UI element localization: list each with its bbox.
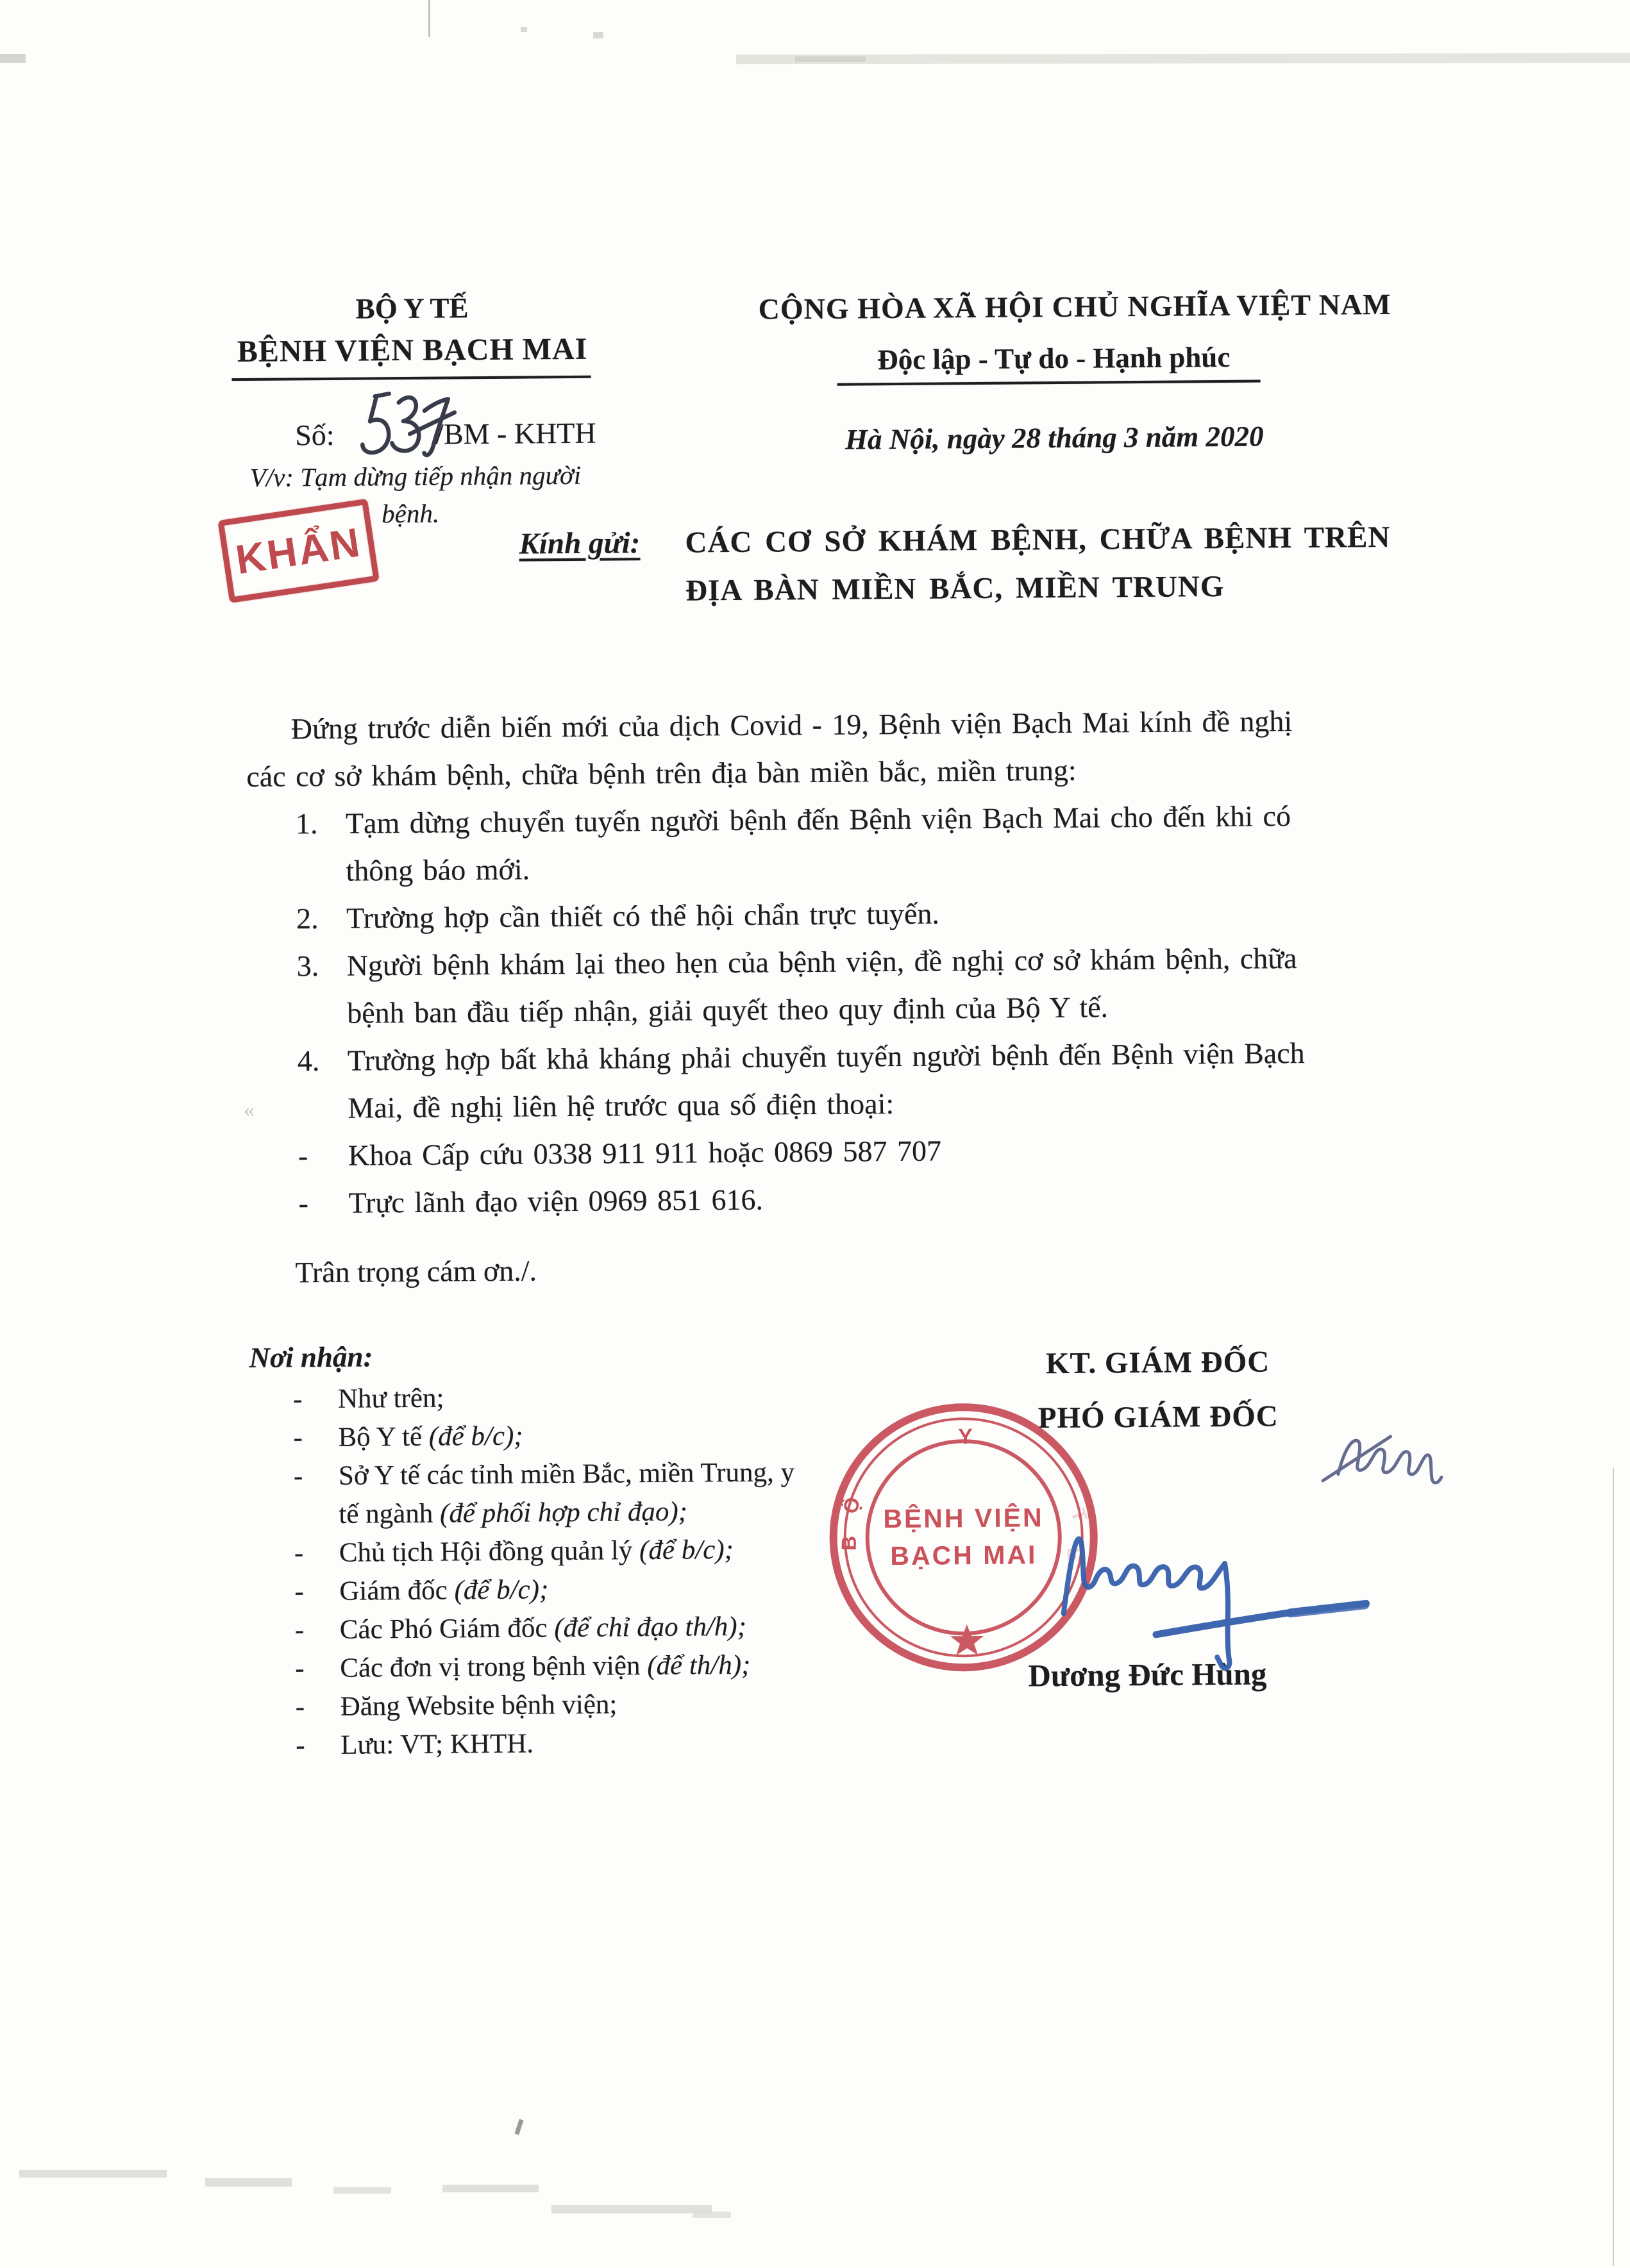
list-item-line: Mai, đề nghị liên hệ trước qua số điện thoại: [348,1087,895,1124]
recipient-note: (để th/h); [647,1649,751,1681]
closing-line: Trân trọng cám ơn./. [295,1254,537,1289]
list-item-line [296,941,1297,983]
seal-ring-letter: B [837,1535,861,1551]
national-title: CỘNG HÒA XÃ HỘI CHỦ NGHĨA VIỆT NAM [758,287,1391,326]
star-icon [950,1624,984,1655]
dateline: Hà Nội, ngày 28 tháng 3 năm 2020 [844,420,1264,456]
scan-artifact [442,2185,539,2192]
handwritten-number [338,379,467,471]
scan-artifact [736,53,1630,64]
list-item-line: bệnh ban đầu tiếp nhận, giải quyết theo quy định của Bộ Y tế. [347,990,1109,1030]
body-paragraph-line: Đứng trước diễn biến mới của dịch Covid - 19, Bệnh viện Bạch Mai kính đề nghị [290,705,1293,746]
seal-ring-letter: Ộ [838,1494,865,1517]
national-motto: Độc lập - Tự do - Hạnh phúc [877,340,1231,376]
doc-number-label: Số: [294,418,335,452]
recipient-item [295,1611,746,1646]
list-text: Trường hợp bất khả kháng phải chuyển tuyến người bệnh đến Bệnh viện Bạch [347,1037,1305,1077]
signer-title: KT. GIÁM ĐỐC [1045,1345,1270,1381]
signer-name: Dương Đức Hùng [1028,1656,1267,1694]
dash: - [293,1461,303,1492]
recipient-text: Như trên; [337,1383,444,1414]
list-item-line [296,896,939,935]
seal-ring-letter: Y [958,1424,973,1449]
list-number: 1. [295,807,318,840]
signature-ink [1031,1521,1430,1691]
scan-artifact [205,2178,292,2187]
recipient-text: Sở Y tế các tỉnh miền Bắc, miền Trung, y [338,1457,795,1491]
recipient-item [294,1456,794,1492]
list-item-line [296,799,1291,840]
recipient-note: (để b/c); [639,1535,734,1566]
scan-artifact [1613,1468,1614,2266]
scan-artifact [693,2212,731,2218]
recipient-text: Chủ tịch Hội đồng quản lý [339,1535,640,1568]
urgent-stamp-label: KHẨN [232,519,365,583]
dash: - [295,1692,305,1722]
phone-text: Khoa Cấp cứu 0338 911 911 hoặc 0869 587 707 [348,1134,942,1172]
recipients-label: Nơi nhận: [249,1340,373,1374]
recipient-text: Các đơn vị trong bệnh viện [340,1651,648,1683]
list-item-line: thông báo mới. [346,853,530,887]
scan-artifact [593,32,603,38]
ministry-name: BỘ Y TẾ [355,292,469,325]
scan-artifact [0,54,26,63]
recipient-item [296,1688,618,1722]
scan-artifact [19,2170,167,2178]
dash: - [294,1615,305,1646]
recipient-text: tế ngành [339,1498,441,1530]
scan-artifact [551,2205,712,2214]
recipient-line: CÁC CƠ SỞ KHÁM BỆNH, CHỮA BỆNH TRÊN [685,520,1391,560]
recipient-item [339,1496,687,1530]
scan-artifact [795,56,866,62]
list-number: 3. [296,949,319,983]
dash: - [294,1576,304,1607]
recipient-note: (để b/c); [428,1421,523,1452]
list-text: Tạm dừng chuyển tuyến người bệnh đến Bệnh viện Bạch Mai cho đến khi có [345,799,1291,840]
dash: - [292,1384,303,1415]
doc-number-suffix: /BM - KHTH [435,416,596,451]
phone-text: Trực lãnh đạo viện 0969 851 616. [348,1183,764,1219]
recipient-item [294,1574,548,1607]
dash: - [298,1139,308,1172]
initials-ink [1312,1417,1454,1495]
salutation-label: Kính gửi: [519,526,641,561]
seal-text: BỆNH VIỆN [883,1503,1044,1534]
motto-underline [837,380,1261,386]
subject-line: bệnh. [381,498,440,529]
dash: - [293,1422,303,1453]
scan-artifact: « [244,1098,255,1122]
list-text: Người bệnh khám lại theo hẹn của bệnh viện, đề nghị cơ sở khám bệnh, chữa [346,942,1297,982]
signer-title: PHÓ GIÁM ĐỐC [1038,1399,1279,1435]
phone-line [298,1183,763,1221]
recipient-line: ĐỊA BÀN MIỀN BẮC, MIỀN TRUNG [685,569,1225,608]
recipient-text: Đăng Website bệnh viện; [340,1689,618,1722]
recipient-text: Bộ Y tế [338,1421,429,1453]
phone-line [298,1133,941,1172]
list-number: 4. [297,1044,320,1078]
recipient-text: Lưu: VT; KHTH. [340,1728,534,1760]
recipient-item [293,1383,444,1415]
recipient-item [295,1649,750,1685]
recipient-text: Các Phó Giám đốc [339,1613,555,1645]
recipient-item [296,1728,534,1761]
seal-text: BẠCH MAI [890,1540,1038,1571]
list-item-line [298,1036,1305,1078]
list-text: Trường hợp cần thiết có thể hội chẩn trực tuyến. [346,897,940,935]
dash: - [294,1538,304,1569]
recipient-note: (để phối hợp chỉ đạo); [439,1496,688,1529]
seal-ring-letter: T [1066,1505,1093,1525]
recipient-note: (để chỉ đạo th/h); [554,1611,747,1644]
recipient-item [294,1534,734,1569]
seal-ring-letter: Ế [1063,1547,1087,1562]
body-paragraph-line: các cơ sở khám bệnh, chữa bệnh trên địa bàn miền bắc, miền trung: [246,753,1077,793]
list-number: 2. [296,902,319,935]
urgent-stamp [217,499,380,603]
org-name: BỆNH VIỆN BẠCH MAI [237,331,588,369]
recipient-note: (để b/c); [454,1574,549,1606]
scan-artifact [333,2187,391,2194]
recipient-text: Giám đốc [339,1575,455,1606]
dash: - [295,1653,305,1684]
subject-line: V/v: Tạm dừng tiếp nhận người [249,460,582,492]
scan-artifact [428,0,430,37]
dash: - [296,1730,305,1761]
dash: - [298,1187,309,1220]
scan-artifact [521,27,527,32]
recipient-item [293,1421,523,1454]
